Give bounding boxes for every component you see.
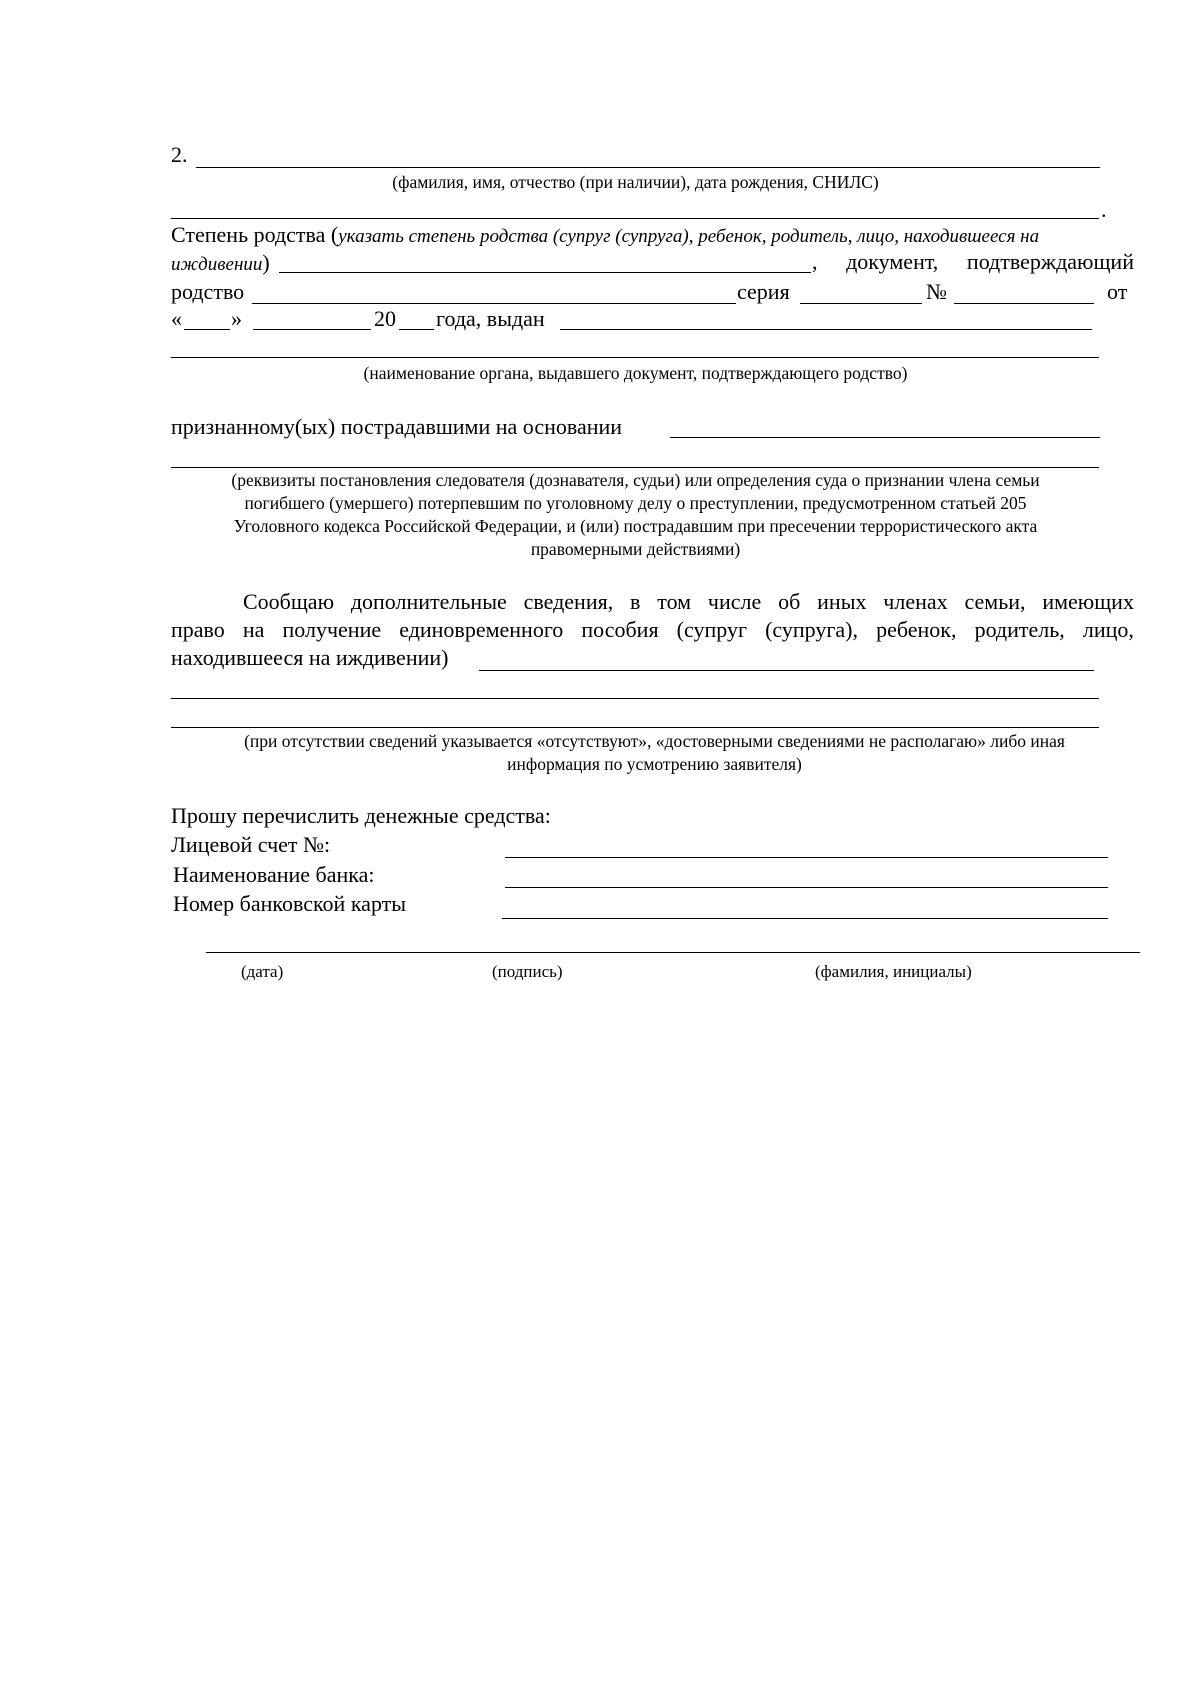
- fio-caption: (фамилия, инициалы): [815, 962, 972, 981]
- additional-line-1: Сообщаю дополнительные сведения, в том числе об иных членах семьи, имеющих: [243, 589, 1134, 614]
- close-paren: ): [262, 250, 270, 275]
- kinship-row-1: [171, 222, 1039, 248]
- seria-line[interactable]: [800, 303, 922, 304]
- issuer-caption: (наименование органа, выдавшего документ, подтверждающего родство): [363, 363, 908, 383]
- issued-by-label: года, выдан: [436, 306, 545, 331]
- card-label: Номер банковской карты: [173, 891, 407, 916]
- additional-line-2: право на получение единовременного пособия (супруг (супруга), ребенок, родитель, лицо,: [171, 617, 1134, 642]
- account-label: Лицевой счет №:: [171, 832, 331, 857]
- kinship-instruction: указать степень родства (супруг (супруга), ребенок, родитель, лицо, находившееся на: [338, 226, 1040, 247]
- additional-info-line-1[interactable]: [479, 670, 1094, 671]
- account-line[interactable]: [505, 857, 1108, 858]
- recognition-details-line[interactable]: [171, 467, 1099, 468]
- recognition-caption-3: Уголовного кодекса Российской Федерации, и (или) пострадавшим при пресечении террористического акта: [233, 516, 1038, 536]
- kinship-instruction-end: иждивении: [171, 254, 263, 275]
- number-sign: №: [926, 279, 947, 304]
- quote-close: »: [231, 306, 242, 331]
- issuer-line[interactable]: [171, 357, 1099, 358]
- year-prefix: 20: [374, 306, 396, 331]
- quote-open: «: [171, 306, 182, 331]
- kinship-label: Степень родства (: [171, 222, 339, 247]
- recognition-caption-4: правомерными действиями): [530, 539, 741, 559]
- bank-line[interactable]: [505, 887, 1108, 888]
- card-line[interactable]: [502, 918, 1108, 919]
- date-caption: (дата): [241, 962, 284, 981]
- additional-caption-2: информация по усмотрению заявителя): [507, 754, 802, 774]
- additional-line-3: находившееся на иждивении): [171, 645, 449, 670]
- day-line[interactable]: [184, 329, 230, 330]
- additional-info-line-2[interactable]: [171, 698, 1099, 699]
- ot-label: от: [1107, 279, 1128, 304]
- recognition-caption-1: (реквизиты постановления следователя (дознавателя, судьи) или определения суда о признании члена семьи: [231, 470, 1040, 490]
- additional-caption-1: (при отсутствии сведений указывается «отсутствуют», «достоверными сведениями не располагаю» либо иная: [244, 731, 1065, 751]
- name-continuation-line[interactable]: [171, 218, 1099, 219]
- additional-info-line-3[interactable]: [171, 727, 1099, 728]
- seria-label: серия: [737, 279, 790, 304]
- recognition-basis-line[interactable]: [670, 437, 1100, 438]
- issued-by-line[interactable]: [560, 329, 1092, 330]
- number-line[interactable]: [954, 303, 1094, 304]
- recognition-caption-2: погибшего (умершего) потерпевшим по уголовному делу о преступлении, предусмотренном статьей 205: [244, 493, 1027, 513]
- sign-caption: (подпись): [492, 962, 563, 981]
- document-confirming-text: , документ, подтверждающий: [812, 249, 1134, 274]
- bank-label: Наименование банка:: [173, 862, 375, 887]
- month-line[interactable]: [253, 329, 371, 330]
- name-caption: (фамилия, имя, отчество (при наличии), дата рождения, СНИЛС): [392, 172, 879, 192]
- signature-line[interactable]: [206, 952, 1140, 953]
- year-line[interactable]: [399, 329, 434, 330]
- kinship-row-2: [171, 250, 270, 276]
- kinship-degree-line[interactable]: [279, 272, 811, 273]
- line-end-period: .: [1101, 197, 1107, 222]
- item-number: 2.: [171, 142, 188, 167]
- recognition-text: признанному(ых) пострадавшими на основании: [171, 414, 623, 439]
- payment-request: Прошу перечислить денежные средства:: [171, 803, 551, 828]
- rodstvo-label: родство: [171, 279, 245, 304]
- kinship-document-line[interactable]: [252, 303, 736, 304]
- name-input-line[interactable]: [196, 167, 1100, 168]
